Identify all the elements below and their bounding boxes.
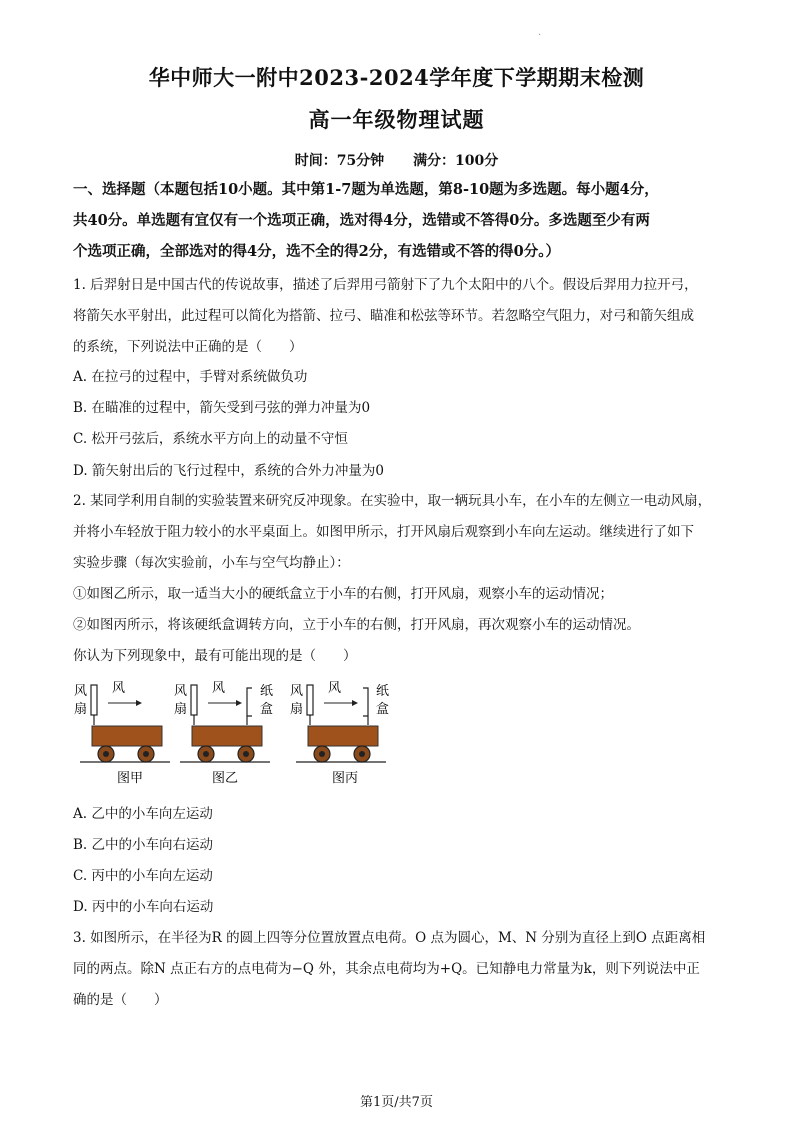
- fan-label-char2: 扇: [174, 702, 188, 717]
- q2-figure: [70, 676, 410, 791]
- q2-step-1: ①如图乙所示，取一适当大小的硬纸盒立于小车的右侧，打开风扇，观察小车的运动情况；: [73, 586, 613, 602]
- exam-time: 时间：75分钟: [294, 153, 385, 169]
- wheel-hub: [359, 751, 365, 757]
- fan-label-char1: 风: [74, 684, 88, 699]
- wind-label: 风: [212, 681, 226, 696]
- box-label-char2: 盒: [376, 702, 390, 717]
- caption-bing: 图丙: [332, 771, 359, 786]
- wheel-hub: [243, 751, 249, 757]
- q1-option-a: A. 在拉弓的过程中，手臂对系统做负功: [73, 369, 308, 385]
- wheel-hub: [143, 751, 149, 757]
- box-label-char2: 盒: [260, 702, 274, 717]
- q2-prompt: 你认为下列现象中，最有可能出现的是（ ）: [73, 648, 357, 664]
- box-label-char1: 纸: [260, 684, 274, 699]
- arrow-head-icon: [352, 700, 358, 706]
- q3-stem-line-1: 3. 如图所示，在半径为R 的圆上四等分位置放置点电荷。O 点为圆心，M、N 分别为直径上到O 点距离相: [73, 930, 706, 946]
- arrow-head-icon: [136, 700, 142, 706]
- q1-stem-line-1: 1. 后羿射日是中国古代的传说故事，描述了后羿用弓箭射下了九个太阳中的八个。假设后羿用力拉开弓，: [73, 277, 698, 293]
- paper-box-reversed-icon: [363, 688, 368, 716]
- section-instructions-line-2: 共40分。单选题有宜仅有一个选项正确，选对得4分，选错或不答得0分。多选题至少有两: [73, 212, 650, 229]
- wheel-hub: [103, 751, 109, 757]
- scan-mark: ·: [538, 30, 542, 41]
- wind-label: 风: [112, 681, 126, 696]
- fan-label-char2: 扇: [290, 702, 304, 717]
- q1-option-d: D. 箭矢射出后的飞行过程中，系统的合外力冲量为0: [73, 463, 385, 479]
- q2-option-d: D. 丙中的小车向右运动: [73, 899, 214, 915]
- q1-option-b: B. 在瞄准的过程中，箭矢受到弓弦的弹力冲量为0: [73, 400, 371, 416]
- exam-score: 满分：100分: [413, 153, 499, 169]
- box-label-char1: 纸: [376, 684, 390, 699]
- fan-icon: [191, 685, 197, 715]
- q2-option-c: C. 丙中的小车向左运动: [73, 868, 213, 884]
- exam-meta: [0, 150, 793, 170]
- q1-option-c: C. 松开弓弦后，系统水平方向上的动量不守恒: [73, 431, 348, 447]
- q2-stem-line-1: 2. 某同学利用自制的实验装置来研究反冲现象。在实验中，取一辆玩具小车，在小车的左侧立一电动风扇，: [73, 493, 712, 509]
- wind-label: 风: [328, 681, 342, 696]
- figure-c: [290, 681, 389, 786]
- page-number: 第1页/共7页: [360, 1095, 433, 1110]
- fan-icon: [91, 685, 97, 715]
- caption-yi: 图乙: [212, 771, 239, 786]
- q1-stem-line-3: 的系统，下列说法中正确的是（ ）: [73, 339, 303, 355]
- paper-box-icon: [247, 688, 252, 716]
- figure-b: [174, 681, 273, 786]
- exam-title: 华中师大一附中2023-2024学年度下学期期末检测: [148, 65, 645, 90]
- q2-stem-line-2: 并将小车轻放于阻力较小的水平桌面上。如图甲所示，打开风扇后观察到小车向左运动。继续进行了如下: [73, 524, 694, 540]
- cart-body: [308, 726, 378, 746]
- q2-stem-line-3: 实验步骤（每次实验前，小车与空气均静止）：: [73, 555, 350, 571]
- cart-body: [92, 726, 162, 746]
- q3-stem-line-2: 同的两点。除N 点正右方的点电荷为−Q 外，其余点电荷均为+Q。已知静电力常量为k，则下列说法中正: [73, 961, 700, 977]
- fan-label-char1: 风: [290, 684, 304, 699]
- fan-label-char2: 扇: [74, 702, 88, 717]
- wheel-hub: [203, 751, 209, 757]
- q3-stem-line-3: 确的是（ ）: [73, 992, 168, 1008]
- section-instructions-line-3: 个选项正确，全部选对的得4分，选不全的得2分，有选错或不答的得0分。）: [73, 243, 561, 260]
- fan-label-char1: 风: [174, 684, 188, 699]
- fan-icon: [307, 685, 313, 715]
- wheel-hub: [319, 751, 325, 757]
- arrow-head-icon: [236, 700, 242, 706]
- cart-body: [192, 726, 262, 746]
- section-instructions-line-1: 一、选择题（本题包括10小题。其中第1-7题为单选题，第8-10题为多选题。每小题4分，: [73, 181, 659, 198]
- q2-option-a: A. 乙中的小车向左运动: [73, 806, 213, 822]
- exam-subtitle: 高一年级物理试题: [308, 107, 485, 132]
- q2-option-b: B. 乙中的小车向右运动: [73, 837, 214, 853]
- q2-step-2: ②如图丙所示，将该硬纸盒调转方向，立于小车的右侧，打开风扇，再次观察小车的运动情况。: [73, 617, 640, 633]
- caption-jia: 图甲: [117, 771, 144, 786]
- q1-stem-line-2: 将箭矢水平射出，此过程可以简化为搭箭、拉弓、瞄准和松弦等环节。若忽略空气阻力，对弓和箭矢组成: [73, 308, 694, 324]
- figure-a: [74, 681, 170, 786]
